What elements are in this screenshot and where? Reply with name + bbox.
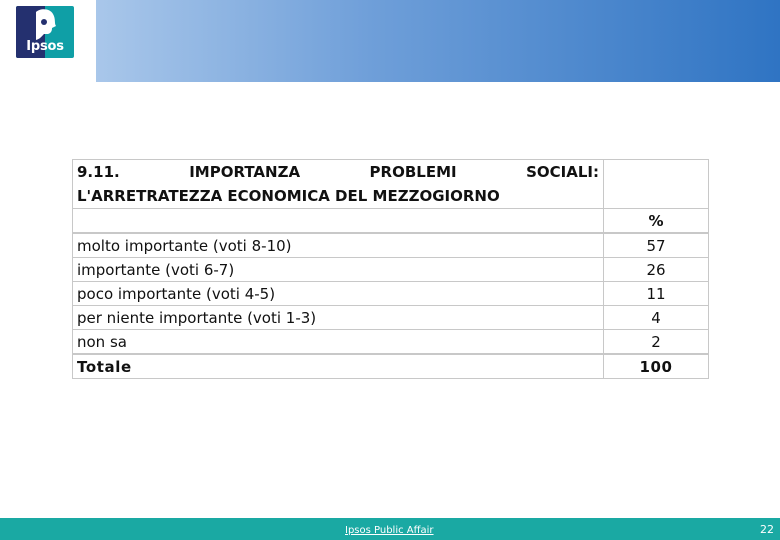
header-banner (96, 0, 780, 82)
table-row (73, 330, 709, 355)
total-row (73, 354, 709, 379)
row-value: 26 (604, 258, 709, 282)
title-word: IMPORTANZA (189, 163, 301, 181)
survey-table (72, 159, 709, 379)
row-value: 2 (604, 330, 709, 355)
total-label: Totale (73, 354, 604, 379)
title-line-2: L'ARRETRATEZZA ECONOMICA DEL MEZZOGIORNO (77, 187, 500, 205)
row-label: per niente importante (voti 1-3) (73, 306, 604, 330)
percent-header: % (604, 209, 709, 234)
logo-text: Ipsos (26, 39, 64, 54)
ipsos-logo (16, 6, 74, 58)
title-row (73, 160, 709, 209)
row-label: non sa (73, 330, 604, 355)
empty-header-cell (73, 209, 604, 234)
percent-header-row (73, 209, 709, 234)
row-label: molto importante (voti 8-10) (73, 233, 604, 258)
title-value-cell (604, 160, 709, 209)
row-value: 4 (604, 306, 709, 330)
title-word: SOCIALI: (526, 163, 599, 181)
row-label: poco importante (voti 4-5) (73, 282, 604, 306)
title-word: PROBLEMI (369, 163, 457, 181)
total-value: 100 (604, 354, 709, 379)
footer-source[interactable]: Ipsos Public Affair (345, 525, 434, 536)
row-value: 57 (604, 233, 709, 258)
title-word: 9.11. (77, 163, 120, 181)
table-row (73, 282, 709, 306)
row-value: 11 (604, 282, 709, 306)
header-divider (92, 0, 96, 82)
table-row (73, 258, 709, 282)
title-line-1 (77, 160, 599, 184)
page-number: 22 (760, 523, 774, 536)
row-label: importante (voti 6-7) (73, 258, 604, 282)
table-row (73, 233, 709, 258)
table-row (73, 306, 709, 330)
table-title (73, 160, 604, 209)
